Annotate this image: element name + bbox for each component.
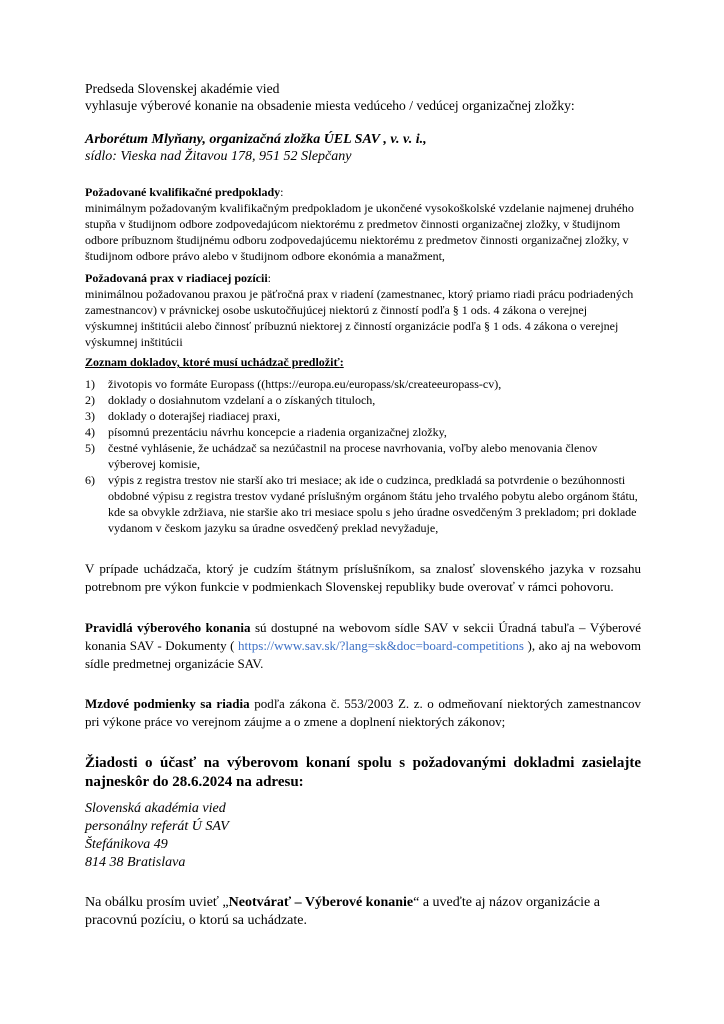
list-item: 5) čestné vyhlásenie, že uchádzač sa nezúčastnil na procese navrhovania, voľby alebo menovania členov výberovej komisie, bbox=[85, 441, 598, 471]
qualification-section: Požadované kvalifikačné predpoklady: minimálnym požadovaným kvalifikačným predpokladom je ukončené vysokoškolské vzdelanie najmenej druhého stupňa v študijnom odbore zodpovedajúcom niektorému z predmetov činnosti organizačnej zložky, v študijnom odbore príbuznom študijnému odboru zodpovedajúcemu niektorému z predmetov činnosti organizačnej zložky, v študijnom odbore právo alebo v študijnom odbore ekonómia a manažment, bbox=[85, 184, 641, 264]
organization-name: Arborétum Mlyňany, organizačná zložka ÚEL SAV , v. v. i., bbox=[85, 132, 427, 147]
organization-seat: sídlo: Vieska nad Žitavou 178, 951 52 Slepčany bbox=[85, 149, 352, 164]
rules-paragraph: Pravidlá výberového konania sú dostupné na webovom sídle SAV v sekcii Úradná tabuľa – Výberové konania SAV - Dokumenty ( https://www.sav.sk/?lang=sk&doc=board-competitions ), ako aj na webovom sídle predmetnej organizácie SAV. bbox=[85, 620, 641, 671]
list-item: 1) životopis vo formáte Europass ((https://europa.eu/europass/sk/createeuropass-cv), bbox=[85, 377, 502, 391]
envelope-bold: Neotvárať – Výberové konanie bbox=[228, 895, 414, 910]
document-page bbox=[85, 80, 641, 930]
qualification-text: minimálnym požadovaným kvalifikačným predpokladom je ukončené vysokoškolské vzdelanie najmenej druhého stupňa v študijnom odbore zodpovedajúcom niektorému z predmetov činnosti organizačnej zložky, v študijnom odbore príbuznom študijnému odboru zodpovedajúcemu niektorému z predmetov činnosti organizačnej zložky, v študijnom odbore právo alebo v študijnom odbore ekonómia a manažment, bbox=[85, 201, 634, 263]
header-line-1: Predseda Slovenskej akadémie vied bbox=[85, 81, 280, 96]
list-item: 4) písomnú prezentáciu návrhu koncepcie a riadenia organizačnej zložky, bbox=[85, 425, 447, 439]
practice-text: minimálnou požadovanou praxou je päťročná prax v riadení (zamestnanec, ktorý priamo riadi prácu podriadených zamestnancov) v právnickej osobe uskutočňujúcej niektorú z činností podľa § 1 ods. 4 zákona o verejnej výskumnej inštitúcii alebo činnosť príbuznú niektorej z činností organizácie podľa § 1 ods. 4 zákona o verejnej výskumnej inštitúcii bbox=[85, 287, 634, 349]
rules-bold: Pravidlá výberového konania bbox=[85, 620, 251, 635]
list-item: 6) výpis z registra trestov nie starší ako tri mesiace; ak ide o cudzinca, predkladá sa potvrdenie o bezúhonnosti obdobné výpisu z registra trestov vydané príslušným orgánom štátu jeho trvalého pobytu alebo orgánom štátu, kde sa obvykle zdržiava, nie staršie ako tri mesiace spolu s jeho úradne osvedčeným 3 prekladom; pri doklade vydanom v českom jazyku sa úradne osvedčený preklad nevyžaduje, bbox=[85, 473, 638, 535]
foreign-applicant-paragraph: V prípade uchádzača, ktorý je cudzím štátnym príslušníkom, sa znalosť slovenského jazyka v rozsahu potrebnom pre výkon funkcie v podmienkach Slovenskej republiky bude overovať v rámci pohovoru. bbox=[85, 561, 641, 594]
documents-title: Zoznam dokladov, ktoré musí uchádzač predložiť: bbox=[85, 355, 344, 369]
address-line: Slovenská akadémia vied bbox=[85, 801, 226, 816]
address-line: 814 38 Bratislava bbox=[85, 855, 186, 870]
list-item: 3) doklady o doterajšej riadiacej praxi, bbox=[85, 409, 281, 423]
address-line: personálny referát Ú SAV bbox=[85, 819, 229, 834]
list-item: 2) doklady o dosiahnutom vzdelaní a o získaných tituloch, bbox=[85, 393, 376, 407]
header-line-2: vyhlasuje výberové konanie na obsadenie miesta vedúceho / vedúcej organizačnej zložky: bbox=[85, 98, 575, 113]
documents-list bbox=[85, 376, 641, 536]
board-competitions-link[interactable]: https://www.sav.sk/?lang=sk&doc=board-competitions bbox=[238, 638, 524, 653]
address-block bbox=[85, 800, 641, 872]
qualification-title: Požadované kvalifikačné predpoklady bbox=[85, 185, 281, 199]
address-line: Štefánikova 49 bbox=[85, 837, 168, 852]
deadline-paragraph: Žiadosti o účasť na výberovom konaní spolu s požadovanými dokladmi zasielajte najneskôr do 28.6.2024 na adresu: bbox=[85, 755, 641, 790]
envelope-note: Na obálku prosím uvieť „Neotvárať – Výberové konanie“ a uveďte aj názov organizácie a pracovnú pozíciu, o ktorú sa uchádzate. bbox=[85, 895, 600, 928]
practice-section: Požadovaná prax v riadiacej pozícii: minimálnou požadovanou praxou je päťročná prax v riadení (zamestnanec, ktorý priamo riadi prácu podriadených zamestnancov) v právnickej osobe uskutočňujúcej niektorú z činností podľa § 1 ods. 4 zákona o verejnej výskumnej inštitúcii alebo činnosť príbuznú niektorej z činností organizácie podľa § 1 ods. 4 zákona o verejnej výskumnej inštitúcii bbox=[85, 270, 641, 350]
organization-heading bbox=[85, 131, 641, 165]
practice-title: Požadovaná prax v riadiacej pozícii bbox=[85, 271, 268, 285]
salary-bold: Mzdové podmienky sa riadia bbox=[85, 696, 250, 711]
salary-paragraph: Mzdové podmienky sa riadia podľa zákona č. 553/2003 Z. z. o odmeňovaní niektorých zamestnancov pri výkone práce vo verejnom záujme a o zmene a doplnení niektorých zákonov; bbox=[85, 696, 641, 729]
